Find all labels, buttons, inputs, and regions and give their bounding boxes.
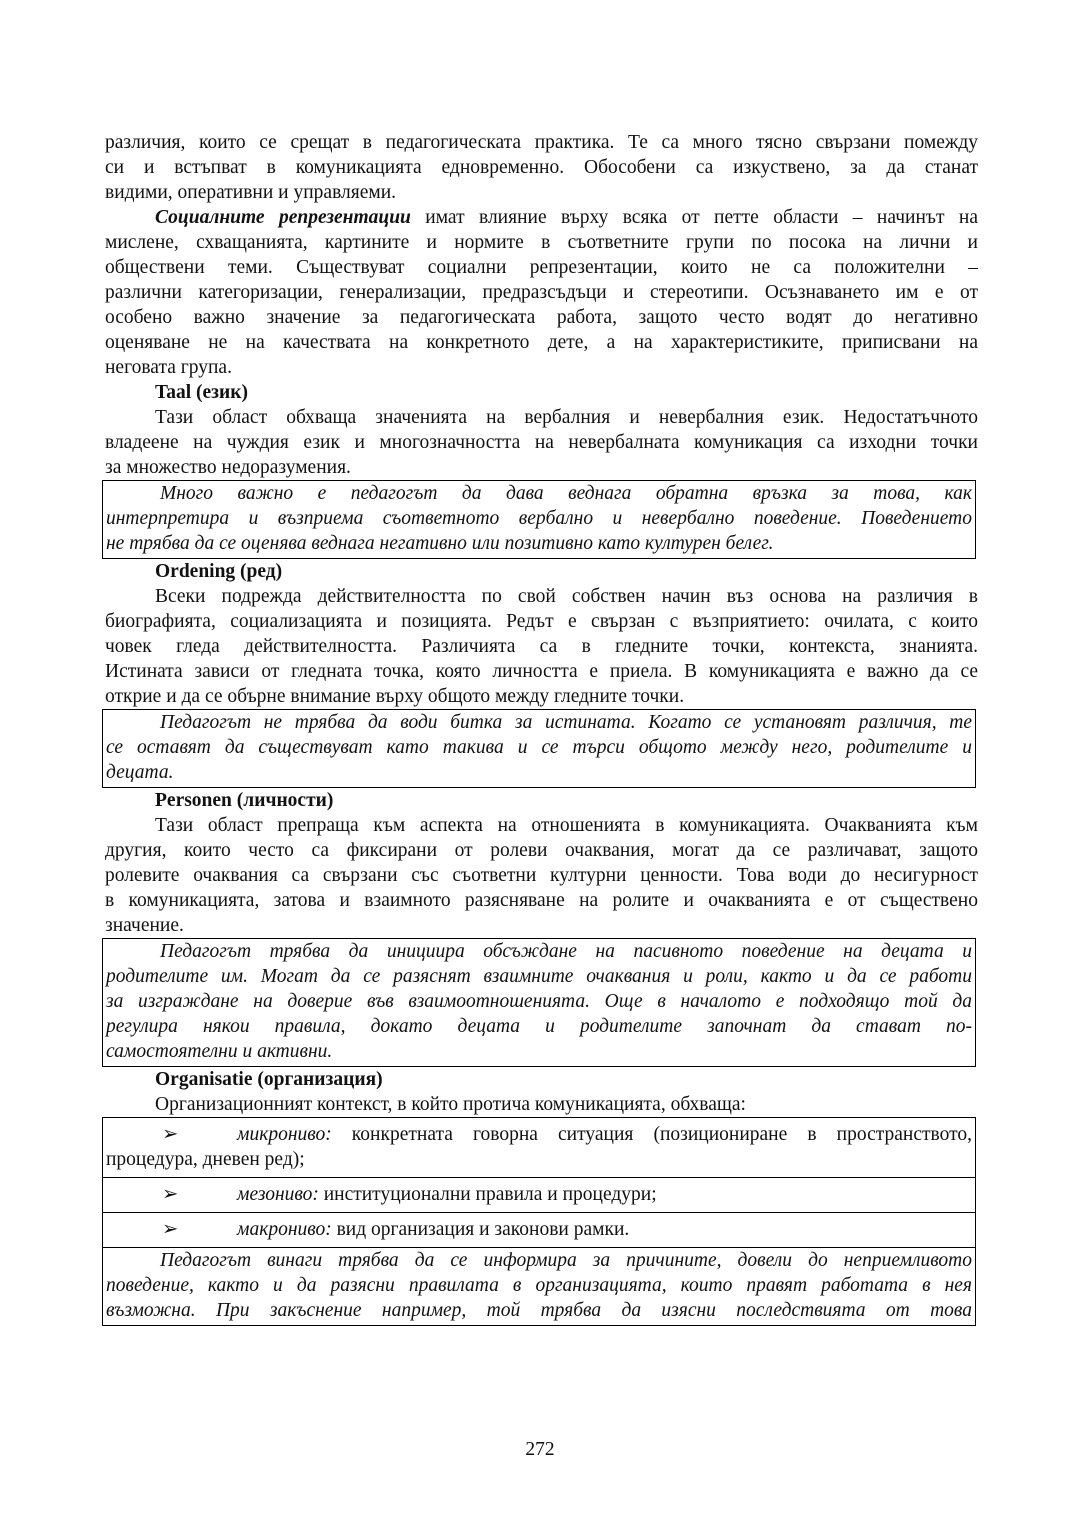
- line-text: не трябва да се оценява веднага негативно или позитивно като културен белег.: [106, 533, 774, 554]
- text-line: [105, 280, 978, 305]
- text-line: [105, 430, 978, 455]
- text-line: [105, 180, 978, 205]
- paragraph: [105, 205, 978, 380]
- line-text: поведение, както и да разясни правилата в организацията, които правят работата в нея: [106, 1275, 972, 1296]
- line-text: Педагогът не трябва да води битка за истината. Когато се установят различия, те: [160, 712, 972, 733]
- text-line: [105, 913, 978, 938]
- highlight-box: [102, 938, 976, 1067]
- paragraph: [105, 1092, 978, 1117]
- line-text: мислене, схващанията, картините и нормите в съответните групи по посока на лични и: [105, 232, 978, 253]
- line-text: различия, които се срещат в педагогическата практика. Те са много тясно свързани помежду: [105, 132, 978, 153]
- highlight-box: [102, 1247, 976, 1326]
- text-line: [106, 1147, 972, 1172]
- line-text: възможна. При закъснение например, той трябва да изясни последствията от това: [106, 1300, 972, 1321]
- text-line: [105, 355, 978, 380]
- line-text: си и встъпват в комуникацията едновременно. Обособени са изкуствено, за да станат: [105, 157, 978, 178]
- line-text: владеене на чуждия език и многозначността на невербалната комуникация са изходни точки: [105, 432, 978, 453]
- emphasized-term: Социалните репрезентации: [155, 207, 411, 228]
- text-line: [106, 760, 972, 785]
- list-term: мезониво:: [237, 1184, 319, 1205]
- text-line: [105, 813, 978, 838]
- line-text: човек гледа действителността. Различията са в гледните точки, контекста, знанията.: [105, 636, 978, 657]
- text-line: [106, 1182, 972, 1207]
- list-term: микрониво:: [237, 1124, 332, 1145]
- text-line: [105, 155, 978, 180]
- line-text: децата.: [106, 762, 174, 783]
- paragraph: [105, 130, 978, 205]
- section-heading: Ordening (ред): [155, 561, 283, 582]
- line-text: институционални правила и процедури;: [318, 1184, 657, 1205]
- section-heading: Personen (личности): [155, 790, 334, 811]
- text-line: [106, 1039, 972, 1064]
- line-text: Истината зависи от гледната точка, която личността е приела. В комуникацията е важно да се: [105, 661, 978, 682]
- paragraph: [105, 584, 978, 709]
- line-text: биографията, социализацията и позицията. Редът е свързан с възприятието: очилата, с които: [105, 611, 978, 632]
- line-text: значение.: [105, 915, 184, 936]
- text-line: [105, 888, 978, 913]
- line-text: конкретната говорна ситуация (позициониране в пространството,: [331, 1124, 972, 1145]
- arrow-bullet-icon: ➢: [162, 1124, 179, 1145]
- text-line: [105, 330, 978, 355]
- line-text: неговата група.: [105, 357, 232, 378]
- line-text: видими, оперативни и управляеми.: [105, 182, 397, 203]
- arrow-bullet-icon: ➢: [162, 1184, 179, 1205]
- line-text: регулира някои правила, докато децата и родителите започнат да стават по-: [106, 1016, 972, 1037]
- list-term: макрониво:: [237, 1219, 332, 1240]
- line-text: се оставят да съществуват като такива и се търси общото между него, родителите и: [106, 737, 972, 758]
- page-number: 272: [525, 1439, 555, 1460]
- text-line: [106, 1217, 972, 1242]
- text-line: [105, 205, 978, 230]
- text-line: [106, 939, 972, 964]
- text-line: [106, 710, 972, 735]
- highlight-box: [102, 709, 976, 788]
- line-text: Много важно е педагогът да дава веднага обратна връзка за това, как: [160, 483, 972, 504]
- line-text: за изграждане на доверие във взаимоотношенията. Още в началото е подходящо той да: [106, 991, 972, 1012]
- text-line: [105, 405, 978, 430]
- line-text: Всеки подрежда действителността по свой собствен начин въз основа на различия в: [155, 586, 978, 607]
- text-line: [106, 531, 972, 556]
- line-text: Организационният контекст, в който протича комуникацията, обхваща:: [155, 1094, 746, 1115]
- text-line: [105, 255, 978, 280]
- text-line: [105, 305, 978, 330]
- line-text: процедура, дневен ред);: [106, 1149, 305, 1170]
- line-text: Тази област обхваща значенията на вербалния и невербалния език. Недостатъчното: [155, 407, 978, 428]
- line-text: обществени теми. Съществуват социални репрезентации, които не са положителни –: [105, 257, 978, 278]
- text-line: [106, 506, 972, 531]
- text-line: [105, 455, 978, 480]
- text-line: [106, 1122, 972, 1147]
- paragraph: [105, 405, 978, 480]
- line-text: за множество недоразумения.: [105, 457, 351, 478]
- line-text: особено важно значение за педагогическата работа, защото често водят до негативно: [105, 307, 978, 328]
- list-item: [102, 1212, 976, 1247]
- line-text: родителите им. Могат да се разяснят взаимните очаквания и роли, както и да се работи: [106, 966, 972, 987]
- line-text: оценяване не на качествата на конкретното дете, а на характеристиките, приписвани на: [105, 332, 978, 353]
- highlight-box: [102, 480, 976, 559]
- line-text: другия, които често са фиксирани от ролеви очаквания, могат да се различават, защото: [105, 840, 978, 861]
- text-line: [106, 1014, 972, 1039]
- text-line: [106, 1273, 972, 1298]
- list-item: [102, 1117, 976, 1177]
- line-text: в комуникацията, затова и взаимното разясняване на ролите и очакванията е от съществено: [105, 890, 978, 911]
- text-line: [105, 609, 978, 634]
- line-text: интерпретира и възприема съответното вербално и невербално поведение. Поведението: [106, 508, 972, 529]
- text-line: [105, 659, 978, 684]
- line-text: Педагогът трябва да инициира обсъждане на пасивното поведение на децата и: [160, 941, 972, 962]
- text-line: [106, 964, 972, 989]
- list-item: [102, 1177, 976, 1212]
- text-line: [105, 684, 978, 709]
- text-line: [105, 584, 978, 609]
- line-text: различни категоризации, генерализации, предразсъдъци и стереотипи. Осъзнаването им е от: [105, 282, 978, 303]
- line-text: ролевите очаквания са свързани със съответни културни ценности. Това води до несигурност: [105, 865, 978, 886]
- text-line: [106, 735, 972, 760]
- section-heading: Organisatie (организация): [155, 1069, 383, 1090]
- section-heading: Taal (език): [155, 382, 248, 403]
- text-line: [105, 230, 978, 255]
- line-text: открие и да се обърне внимание върху общото между гледните точки.: [105, 686, 685, 707]
- text-line: [105, 130, 978, 155]
- text-line: [106, 989, 972, 1014]
- line-text: Педагогът винаги трябва да се информира за причините, довели до неприемливото: [160, 1250, 972, 1271]
- line-text: имат влияние върху всяка от петте области – начинът на: [410, 207, 978, 228]
- text-line: [105, 838, 978, 863]
- text-line: [106, 1248, 972, 1273]
- line-text: самостоятелни и активни.: [106, 1041, 333, 1062]
- text-line: [105, 634, 978, 659]
- line-text: вид организация и законови рамки.: [331, 1219, 630, 1240]
- text-line: [105, 863, 978, 888]
- text-line: [105, 1092, 978, 1117]
- arrow-bullet-icon: ➢: [162, 1219, 179, 1240]
- text-line: [106, 481, 972, 506]
- line-text: Тази област препраща към аспекта на отношенията в комуникацията. Очакванията към: [155, 815, 978, 836]
- document-page-body: [105, 130, 978, 1326]
- paragraph: [105, 813, 978, 938]
- text-line: [106, 1298, 972, 1323]
